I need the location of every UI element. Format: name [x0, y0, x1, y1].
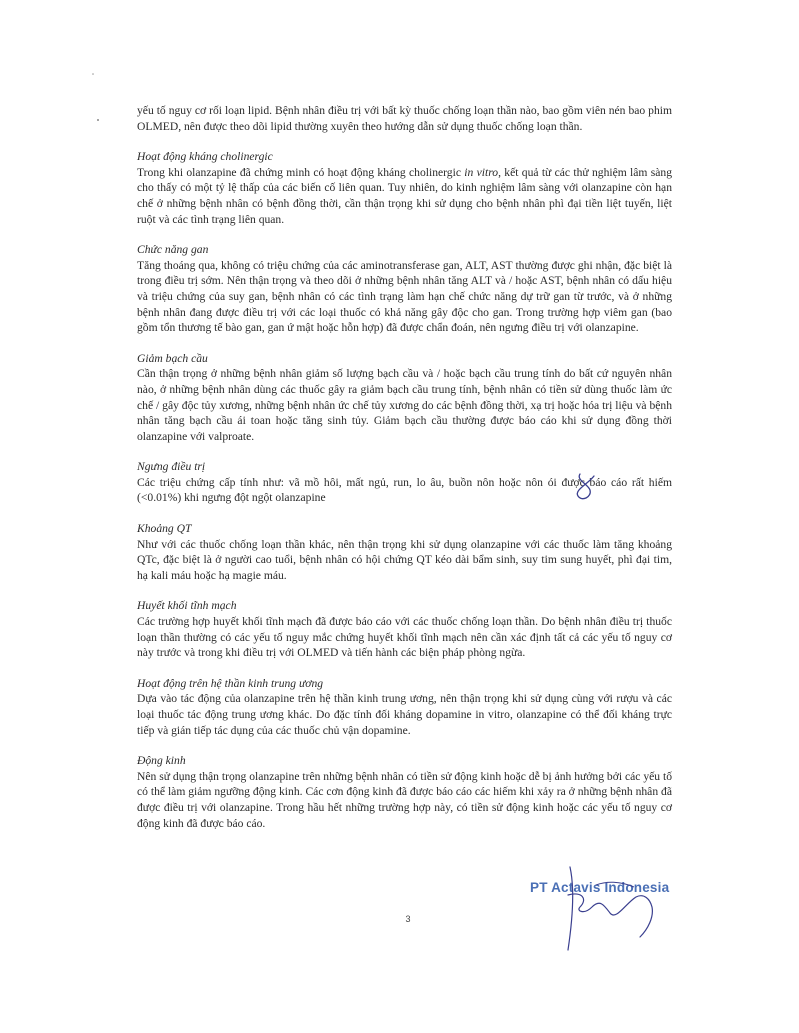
section-heading: Ngưng điều trị — [137, 460, 206, 474]
section-heading: Hoạt động kháng cholinergic — [137, 150, 273, 164]
section-seizures — [137, 753, 672, 831]
section-heading: Động kinh — [137, 754, 186, 768]
handwritten-initials — [566, 470, 606, 510]
section-body-text: , kết quả từ các thử nghiệm lâm sàng cho thấy có một tỷ lệ thấp của các biến cố liên quan. Tuy nhiên, do kinh nghiệm lâm sàng với olanzapine còn hạn chế ở những bệnh nhân có bệnh đồng thời, cần thận trọng khi sử dụng cho bệnh nhân phì đại tiền liệt tuyến, liệt ruột và các tình trạng liên quan. — [137, 165, 673, 226]
section-body: Các trường hợp huyết khối tĩnh mạch đã được báo cáo với các thuốc chống loạn thần. Do bệnh nhân điều trị thuốc loạn thần thường có các yếu tố nguy mắc chứng huyết khối tĩnh mạch nên cần xác định tất cả các yếu tố nguy cơ này trước và trong khi điều trị với OLMED và tiến hành các biện pháp phòng ngừa. — [137, 615, 672, 660]
section-anticholinergic — [137, 149, 672, 227]
document-body — [137, 103, 672, 831]
page-number: 3 — [405, 914, 411, 924]
section-heading: Huyết khối tĩnh mạch — [137, 599, 237, 613]
section-body: Cần thận trọng ở những bệnh nhân giảm số lượng bạch cầu và / hoặc bạch cầu trung tính do bất cứ nguyên nhân nào, ở những bệnh nhân dùng các thuốc gây ra giảm bạch cầu trung tính, bệnh nhân có tiền sử dùng thuốc làm ức chế / gây độc tủy xương, những bệnh nhân ức chế tủy xương do các bệnh đồng thời, xạ trị hoặc hóa trị liệu và bệnh nhân tăng bạch cầu ái toan hoặc tăng sinh tủy. Giảm bạch cầu thường được báo cáo khi sử dụng đồng thời olanzapine với valproate. — [137, 367, 672, 443]
section-body: Nên sử dụng thận trọng olanzapine trên những bệnh nhân có tiền sử động kinh hoặc dễ bị ảnh hưởng bởi các yếu tố có thể làm giảm ngưỡng động kinh. Các cơn động kinh đã được báo cáo các hiếm khi xảy ra ở những bệnh nhân đã được điều trị với olanzapine. Trong hầu hết những trường hợp này, có tiền sử động kinh hoặc các yếu tố nguy cơ động kinh đã được báo cáo. — [137, 769, 672, 830]
section-body-text: Trong khi olanzapine đã chứng minh có hoạt động kháng cholinergic — [137, 165, 465, 179]
section-heading: Hoạt động trên hệ thần kinh trung ương — [137, 676, 324, 690]
section-leukopenia — [137, 351, 672, 445]
section-body: Tăng thoáng qua, không có triệu chứng của các aminotransferase gan, ALT, AST thường được ghi nhận, đặc biệt là trong điều trị sớm. Nên thận trọng và theo dõi ở những bệnh nhân tăng ALT và / hoặc AST, bệnh nhân có dấu hiệu và triệu chứng của suy gan, bệnh nhân có các tình trạng làm hạn chế chức năng dự trữ gan từ trước, và ở những bệnh nhân đang được điều trị với các loại thuốc có khả năng gây độc cho gan. Trong trường hợp viêm gan (bao gồm tổn thương tế bào gan, gan ứ mật hoặc hỗn hợp) đã được chẩn đoán, nên ngưng điều trị với olanzapine. — [137, 258, 672, 335]
handwritten-signature — [540, 855, 680, 965]
intro-paragraph: yếu tố nguy cơ rối loạn lipid. Bệnh nhân điều trị với bất kỳ thuốc chống loạn thần nào, bao gồm viên nén bao phim OLMED, nên được theo dõi lipid thường xuyên theo hướng dẫn sử dụng thuốc chống loạn thần. — [137, 104, 672, 133]
section-heading: Khoảng QT — [137, 522, 192, 536]
section-body-italic: in vitro — [464, 165, 499, 179]
company-stamp: PT Actavis Indonesia — [530, 880, 670, 895]
section-qt-interval — [137, 521, 672, 583]
section-body: Các triệu chứng cấp tính như: vã mồ hôi, mất ngủ, run, lo âu, buồn nôn hoặc nôn ói được báo cáo rất hiếm (<0.01%) khi ngưng đột ngột olanzapine — [137, 475, 672, 505]
section-body: Như với các thuốc chống loạn thần khác, nên thận trọng khi sử dụng olanzapine với các thuốc làm tăng khoảng QTc, đặc biệt là ở người cao tuổi, bệnh nhân có hội chứng QT kéo dài bẩm sinh, suy tim sung huyết, phì đại tim, hạ kali máu hoặc hạ magie máu. — [137, 537, 672, 582]
section-heading: Giảm bạch cầu — [137, 351, 208, 365]
section-venous-thrombosis — [137, 598, 672, 660]
section-heading: Chức năng gan — [137, 243, 209, 257]
margin-mark — [90, 68, 110, 128]
section-cns-activity — [137, 676, 672, 738]
section-body — [137, 165, 672, 227]
section-liver-function — [137, 242, 672, 336]
section-body: Dựa vào tác động của olanzapine trên hệ thần kinh trung ương, nên thận trọng khi sử dụng cùng với rượu và các loại thuốc tác động trung ương khác. Do đặc tính đối kháng dopamine in vitro, olanzapine có thể đối kháng trực tiếp và gián tiếp tác dụng của các thuốc chủ vận dopamine. — [137, 692, 672, 737]
